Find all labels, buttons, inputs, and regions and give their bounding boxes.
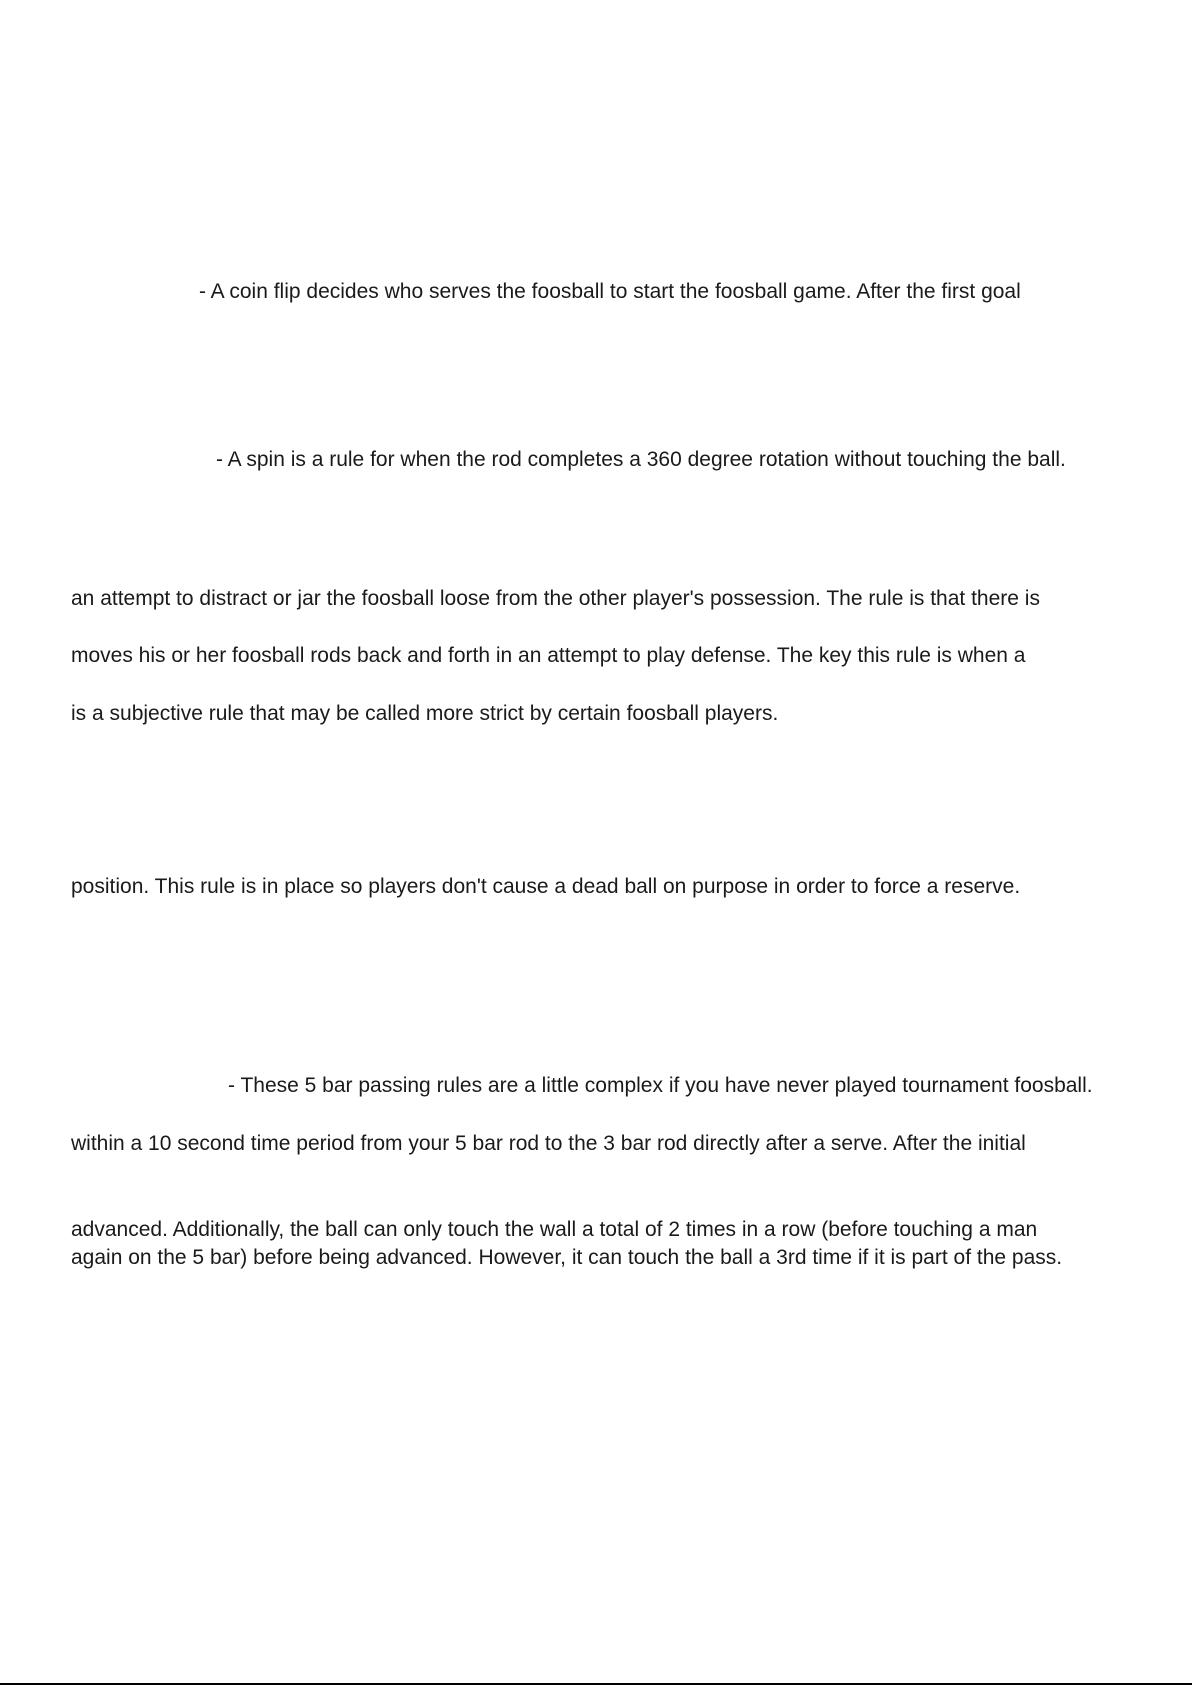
text-line-subjective-rule: is a subjective rule that may be called more strict by certain foosball players. (71, 702, 779, 725)
text-line-ten-second: within a 10 second time period from your 5 bar rod to the 3 bar rod directly after a serve. After the initial (71, 1132, 1026, 1155)
text-line-wall-touches: advanced. Additionally, the ball can only touch the wall a total of 2 times in a row (before touching a man (71, 1218, 1038, 1241)
text-line-third-touch: again on the 5 bar) before being advanced. However, it can touch the ball a 3rd time if it is part of the pass. (71, 1246, 1063, 1269)
text-line-five-bar-passing: - These 5 bar passing rules are a little complex if you have never played tournament foosball. (228, 1074, 1093, 1097)
text-line-spin-rule: - A spin is a rule for when the rod completes a 360 degree rotation without touching the ball. (216, 448, 1066, 471)
text-line-dead-ball: position. This rule is in place so players don't cause a dead ball on purpose in order to force a reserve. (71, 875, 1021, 898)
text-line-rods-defense: moves his or her foosball rods back and forth in an attempt to play defense. The key this rule is when a (71, 644, 1026, 667)
text-line-distract: an attempt to distract or jar the foosball loose from the other player's possession. The rule is that there is (71, 587, 1040, 610)
text-line-coin-flip: - A coin flip decides who serves the foosball to start the foosball game. After the first goal (199, 280, 1021, 303)
